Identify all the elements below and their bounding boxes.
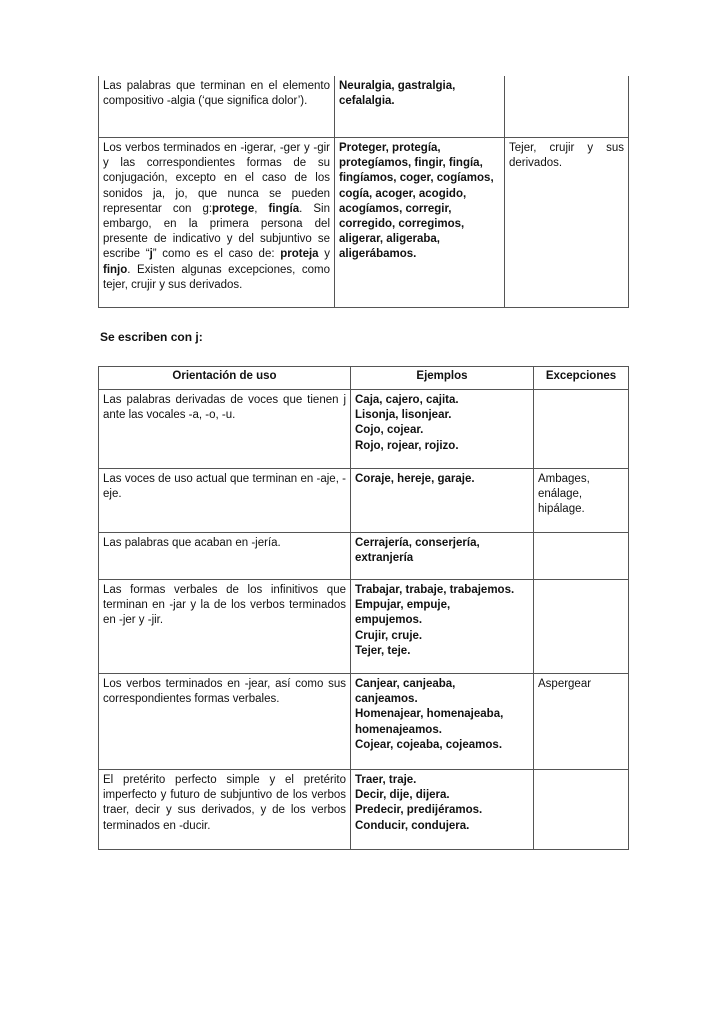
column-header: Ejemplos [351,367,534,390]
rule-emphasis: proteja [280,248,319,261]
rule-cell [99,138,335,308]
example-line: Homenajear, homenajeaba, [355,708,504,721]
table-row [99,76,629,138]
example-line: Canjear, canjeaba, [355,678,456,690]
exceptions-cell [534,580,629,674]
exceptions-cell: Tejer, crujir y sus derivados. [505,138,629,308]
table-row [99,580,629,674]
exceptions-cell [534,533,629,580]
examples-cell: Neuralgia, gastralgia, cefalalgia. [335,76,505,138]
example-line: Empujar, empuje, [355,599,451,612]
section-heading: Se escriben con j: [100,330,203,344]
table-row [99,138,629,308]
rules-table-g [98,76,629,308]
examples-cell [351,469,534,533]
examples-cell: Proteger, protegía, protegíamos, fingir, fingía, fingíamos, coger, cogíamos, cogía, acoger, acogido, acogíamos, corregir, corregido, corregimos, aligerar, aligeraba, aligerábamos. [335,138,505,308]
example-line: Tejer, teje. [355,644,411,657]
examples-cell [351,674,534,770]
rule-text: y [318,248,330,261]
rule-emphasis: j [149,248,153,261]
example-line: Caja, cajero, cajita. [355,394,459,406]
example-line: Trabajar, trabaje, trabajemos. [355,584,515,596]
rules-table-j [98,366,629,850]
column-header: Excepciones [534,367,629,390]
example-line: canjeamos. [355,693,418,706]
rule-cell: Las formas verbales de los infinitivos que terminan en -jar y la de los verbos terminados en -jer y -jir. [99,580,351,674]
example-line: Decir, dije, dijera. [355,789,450,802]
exceptions-cell [534,469,629,533]
table-row [99,469,629,533]
example-line: extranjería [355,552,414,565]
rule-cell: Las palabras que acaban en -jería. [99,533,351,580]
example-line: Cerrajería, conserjería, [355,537,480,549]
example-line: Cojear, cojeaba, cojeamos. [355,738,503,751]
examples-cell [351,770,534,850]
rule-cell: Los verbos terminados en -jear, así como sus correspondientes formas verbales. [99,674,351,770]
example-line: Cojo, cojear. [355,424,424,437]
table-header-row [99,367,629,390]
table-row [99,770,629,850]
exception-line: enálage, [538,488,583,501]
rule-cell: Las palabras que terminan en el elemento compositivo -algia (‘que significa dolor’). [99,76,335,138]
example-line: Lisonja, lisonjear. [355,409,452,422]
rule-text: . Sin embargo, en la primera persona del presente de indicativo y del subjuntivo se escribe “ [103,202,331,261]
exceptions-cell [505,76,629,138]
examples-cell [351,580,534,674]
example-line: empujemos. [355,614,423,627]
example-line: Crujir, cruje. [355,629,423,642]
exceptions-cell [534,770,629,850]
example-line: Coraje, hereje, garaje. [355,473,475,485]
rule-emphasis: finjo [103,263,128,276]
example-line: Predecir, predijéramos. [355,804,483,817]
exception-line: Aspergear [538,678,592,690]
rule-cell: Las voces de uso actual que terminan en -aje, -eje. [99,469,351,533]
document-page [98,76,628,850]
table-row [99,390,629,469]
exceptions-cell [534,390,629,469]
column-header: Orientación de uso [99,367,351,390]
example-line: Rojo, rojear, rojizo. [355,439,459,452]
rule-cell: El pretérito perfecto simple y el pretérito imperfecto y futuro de subjuntivo de los verbos traer, decir y sus derivados, y de los verbos terminados en -ducir. [99,770,351,850]
exception-line: Ambages, [538,473,590,485]
exception-line: hipálage. [538,503,585,516]
example-line: Conducir, condujera. [355,819,470,832]
exceptions-cell [534,674,629,770]
rule-cell: Las palabras derivadas de voces que tienen j ante las vocales -a, -o, -u. [99,390,351,469]
rule-emphasis: protege [212,202,255,215]
table-row [99,533,629,580]
table-row [99,674,629,770]
example-line: homenajeamos. [355,723,442,736]
rule-text: ” como es el caso de: [152,248,281,261]
examples-cell [351,533,534,580]
examples-cell [351,390,534,469]
rule-text: . Existen algunas excepciones, como tejer, crujir y sus derivados. [103,263,330,291]
rule-text: , [254,202,269,215]
example-line: Traer, traje. [355,774,417,786]
rule-emphasis: fingía [268,202,300,215]
rule-text: Los verbos terminados en -igerar, -ger y -gir y las correspondientes formas de su conjugación, excepto en el caso de los sonidos ja, jo, que nunca se pueden representar con g: [103,142,330,215]
